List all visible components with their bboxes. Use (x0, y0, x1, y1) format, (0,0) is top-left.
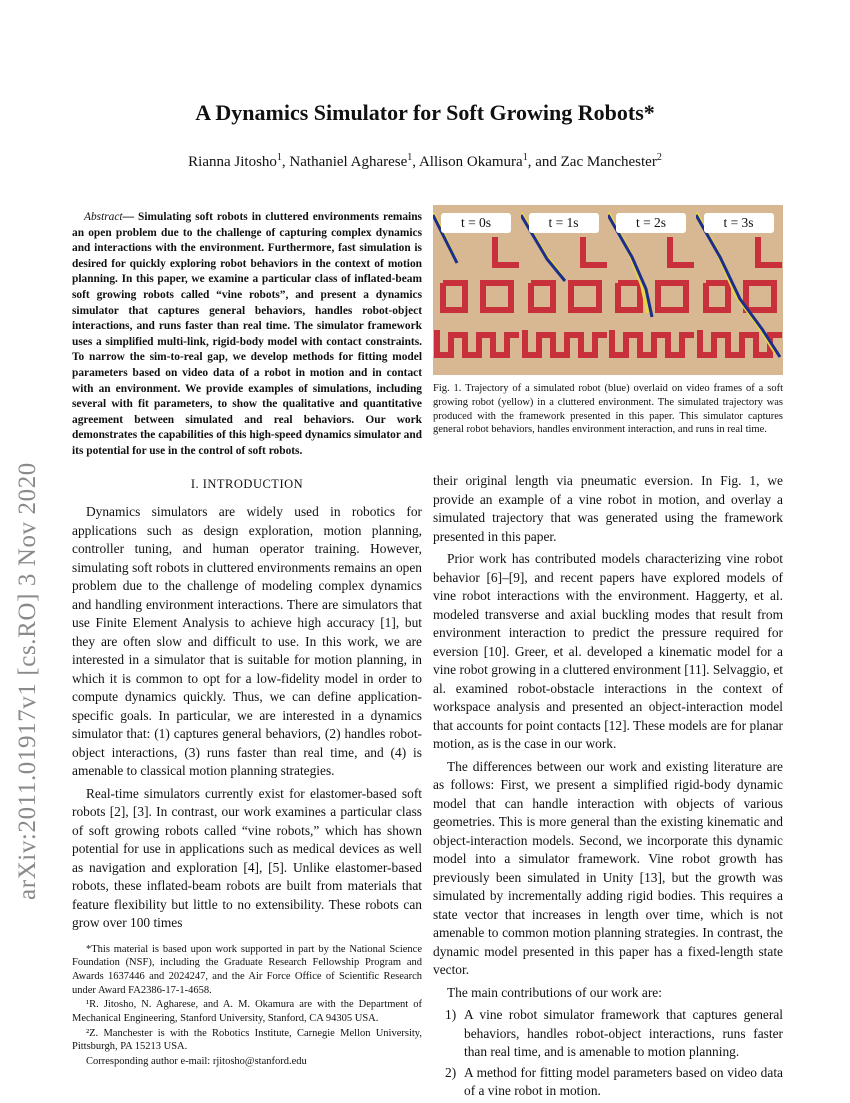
obstacle-track (437, 330, 519, 355)
author: Zac Manchester$^2$ (560, 152, 662, 170)
author: Rianna Jitosho$^1$, (188, 152, 290, 170)
right-column (433, 472, 783, 1103)
contribution-item: 2) A method for fitting model parameters based on video data of a vine robot in motion. (445, 1064, 783, 1098)
intro-paragraph-continued: their original length via pneumatic eversion. In Fig. 1, we provide an example of a vine robot in motion, and overlay a simulated trajectory that was generated using the framework presented in this paper. (433, 473, 783, 544)
paper-title: A Dynamics Simulator for Soft Growing Robots* (195, 100, 655, 125)
footnote-funding: *This material is based upon work supported in part by the National Science Foundation (NSF), including the Graduate Research Fellowship Program and Awards 1637446 and 2024247, and the Air Force Office of Scientific Research under Award FA2386-17-1-4658. (72, 943, 422, 996)
video-frame (433, 205, 521, 375)
intro-paragraph-contributions-lead: The main contributions of our work are: (447, 984, 662, 1000)
footnote-affiliation-1: ¹R. Jitosho, N. Agharese, and A. M. Okamura are with the Department of Mechanical Engineering, Stanford University, Stanford, CA 94305 USA. (72, 999, 422, 1025)
abstract-label: Abstract (84, 211, 123, 223)
time-label: t = 0s (441, 213, 511, 233)
video-frame (521, 205, 609, 375)
intro-paragraph-prior-work: Prior work has contributed models characterizing vine robot behavior [6]–[9], and recent papers have explored models of vine robot interactions with the environment. Haggerty, et al. modeled transverse and axial buckling modes that result from environment interaction to predict the pressure required for eversion [10]. Greer, et al. developed a kinematic model for a vine robot growing in a cluttered environment [11]. Selvaggio, et al. examined robot-obstacle interactions in the context of workspace analysis and presented an object-interaction model that accounts for point contacts [12]. These models are for planar motion, as is the case in our work. (433, 551, 783, 751)
left-column (72, 210, 422, 1070)
author: Nathaniel Agharese$^1$, (289, 152, 419, 170)
obstacle-track (525, 330, 607, 355)
footnotes (72, 943, 422, 1069)
footnote-contact: Corresponding author e-mail: rjitosho@stanford.edu (86, 1056, 307, 1068)
time-label: t = 3s (704, 213, 774, 233)
arxiv-identifier: arXiv:2011.01917v1 [cs.RO] 3 Nov 2020 (14, 462, 41, 900)
abstract-text: — Simulating soft robots in cluttered environments remains an open problem due to the challenge of capturing complex dynamics and interactions with the environment. Furthermore, fast simulation is desired for quickly exploring robot behaviors in the context of motion planning. In this paper, we examine a particular class of inflated-beam soft growing robots called “vine robots”, and present a dynamics simulator that captures general behaviors, handles robot-object interactions, and runs faster than real time. The simulator framework uses a simplified multi-link, rigid-body model with contact constraints. To narrow the sim-to-real gap, we develop methods for fitting model parameters based on video data of a robot in motion and in contact with an environment. We provide examples of simulations, including several with fit parameters, to show the qualitative and quantitative agreement between simulated and real behaviors. Our work demonstrates the capabilities of this high-speed dynamics simulator and its potential for use in the control of soft robots. (72, 211, 422, 457)
time-label: t = 1s (529, 213, 599, 233)
author: Allison Okamura$^1$, and (418, 152, 561, 170)
intro-paragraph-differences: The differences between our work and existing literature are as follows: First, we present a simplified rigid-body dynamic model that can handle interaction with objects of various geometries. This is more general than the existing kinematic and object-interaction models. Second, we incorporate this dynamic model into a simulator framework. Vine robot growth has previously been simulated in Unity [13], but the growth was simulated by incrementally adding rigid bodies. This requires a state vector that increases in length over time, which is not amenable to common motion planning strategies. In contrast, the dynamic model presented in this paper has a fixed-length state vector. (433, 758, 783, 977)
figure-1-caption: Fig. 1. Trajectory of a simulated robot (blue) overlaid on video frames of a soft growing robot (yellow) in a cluttered environment. The simulated trajectory was produced with the framework presented in this paper. This simulator captures general robot behaviors, handles environment interaction, and runs in real time. (433, 383, 783, 436)
video-frame (696, 205, 784, 375)
intro-paragraph-1: Dynamics simulators are widely used in robotics for applications such as design exploration, motion planning, controller tuning, and human operator training. However, simulating soft robots in cluttered environments remains an open problem due to the challenge of modeling complex dynamics and handling environment interactions. There are simulators that use Finite Element Analysis to achieve high accuracy [1], but they are often slow and difficult to use. In this work, we are interested in a simulator that is suitable for motion planning, in which it is common to opt for a low-fidelity model in order to compute dynamics quickly. Thus, we can define application-specific goals. In particular, we are interested in a dynamics simulator that: (1) captures general behaviors, (2) handles robot-object interactions, (3) runs faster than real time, and (4) is amenable to classical motion planning strategies. (72, 504, 422, 778)
intro-paragraph-2: Real-time simulators currently exist for elastomer-based soft robots [2], [3]. In contrast, our work examines a particular class of soft growing robots called “vine robots,” which has shown potential for use in applications such as medical devices as well as navigation and exploration [4], [5]. Unlike elastomer-based robots, these inflated-beam robots are built from materials that feature flexibility but little to no extensibility. These robots can grow over 100 times (72, 785, 422, 930)
author-list (0, 152, 850, 171)
abstract (72, 210, 422, 460)
time-label: t = 2s (616, 213, 686, 233)
obstacle-track (612, 330, 694, 355)
section-heading-introduction: I. INTRODUCTION (190, 476, 304, 491)
figure-1 (433, 205, 783, 375)
contribution-item: 1) A vine robot simulator framework that captures general behaviors, handles robot-object interactions, runs faster than real time, and is amenable to motion planning. (445, 1007, 783, 1059)
video-frame (608, 205, 696, 375)
contributions-list (433, 1006, 783, 1101)
footnote-affiliation-2: ²Z. Manchester is with the Robotics Institute, Carnegie Mellon University, Pittsburgh, PA 15213 USA. (72, 1027, 422, 1053)
